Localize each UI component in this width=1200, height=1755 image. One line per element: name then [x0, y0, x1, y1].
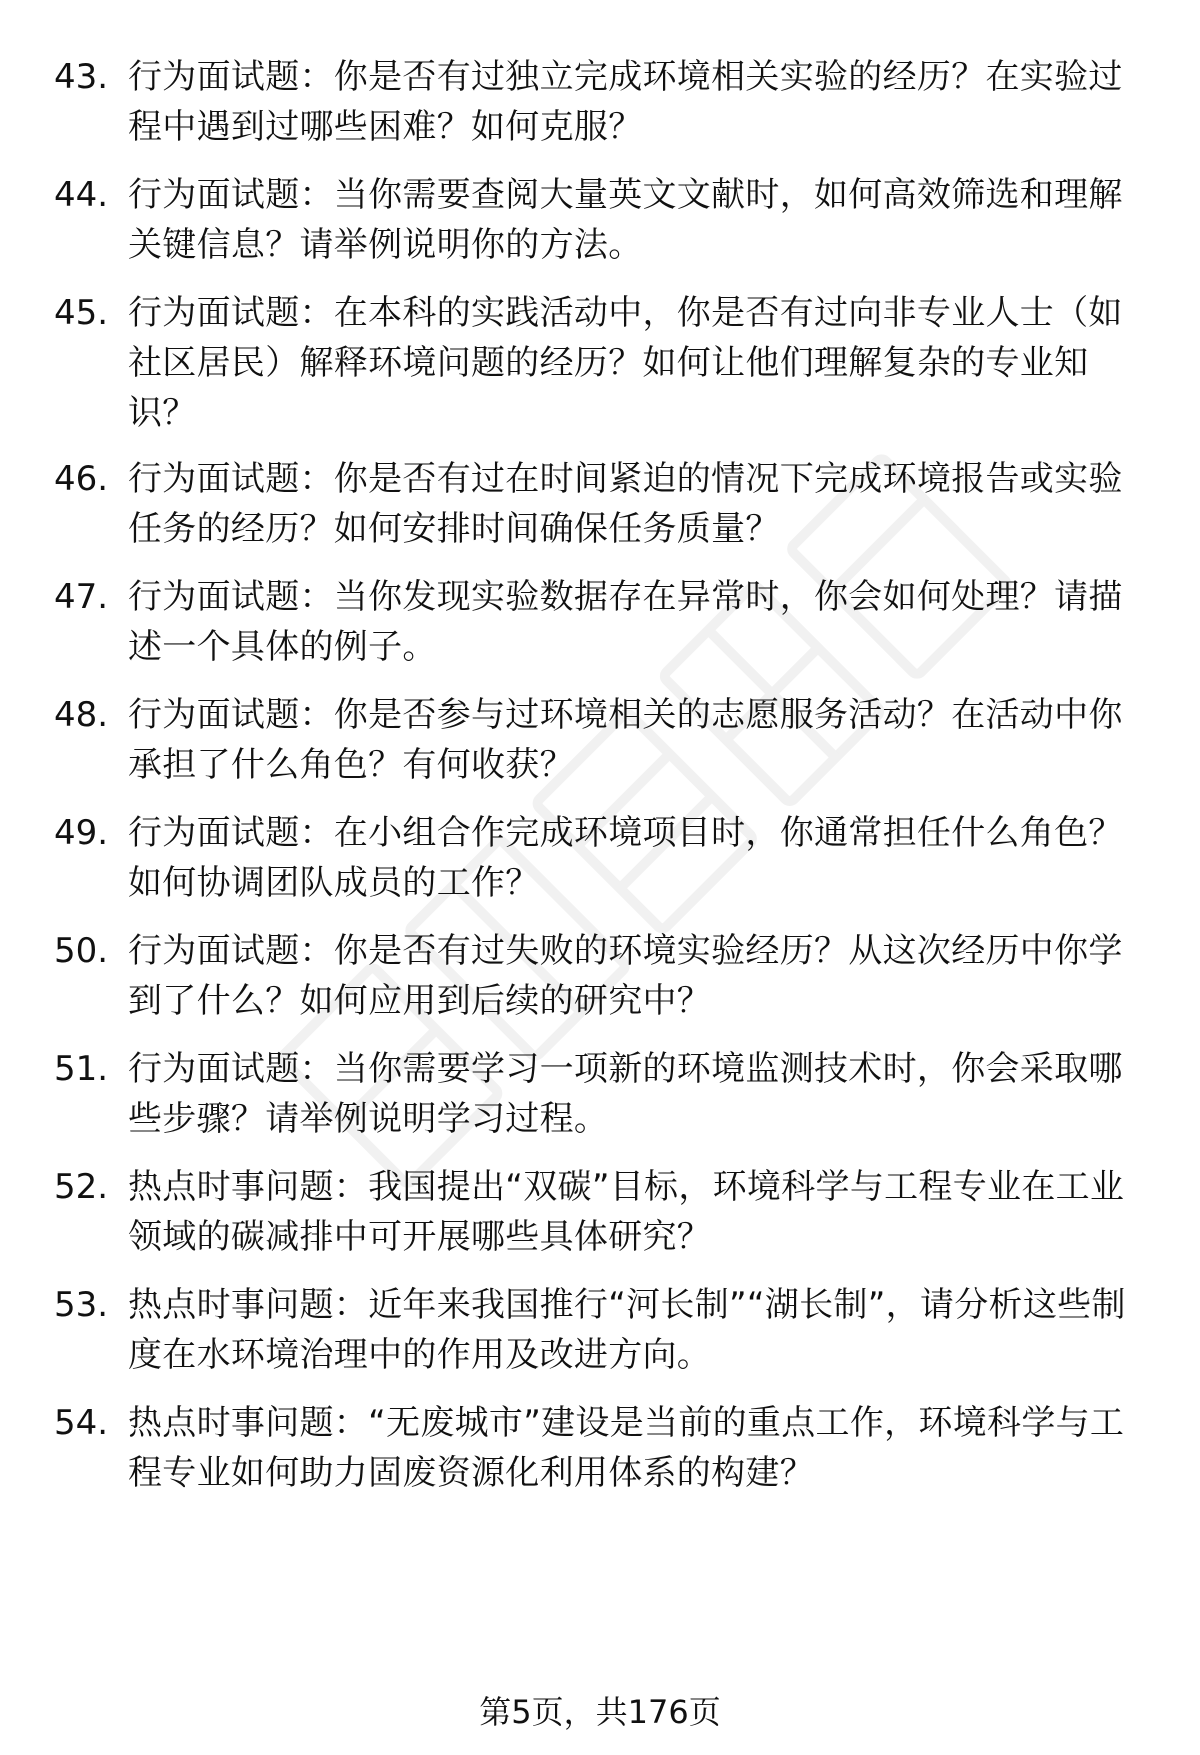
item-text: 行为面试题：你是否有过失败的环境实验经历？从这次经历中你学到了什么？如何应用到后续的研究中？: [128, 931, 1123, 1021]
item-text: 行为面试题：你是否有过在时间紧迫的情况下完成环境报告或实验任务的经历？如何安排时间确保任务质量？: [128, 459, 1123, 549]
item-number: 49.: [54, 813, 109, 853]
item-number: 53.: [54, 1285, 109, 1325]
item-number: 51.: [54, 1049, 109, 1089]
item-text: 行为面试题：当你需要学习一项新的环境监测技术时，你会采取哪些步骤？请举例说明学习过程。: [128, 1049, 1123, 1139]
item-number: 48.: [54, 695, 109, 735]
item-text: 行为面试题：当你发现实验数据存在异常时，你会如何处理？请描述一个具体的例子。: [128, 577, 1123, 667]
item-text: 热点时事问题：近年来我国推行“河长制”“湖长制”，请分析这些制度在水环境治理中的作用及改进方向。: [128, 1285, 1126, 1375]
item-text: 热点时事问题：“无废城市”建设是当前的重点工作，环境科学与工程专业如何助力固废资源化利用体系的构建？: [128, 1403, 1125, 1493]
item-number: 43.: [54, 57, 109, 97]
item-text: 行为面试题：在本科的实践活动中，你是否有过向非专业人士（如社区居民）解释环境问题的经历？如何让他们理解复杂的专业知识？: [128, 293, 1123, 433]
item-text: 行为面试题：你是否参与过环境相关的志愿服务活动？在活动中你承担了什么角色？有何收获？: [128, 695, 1123, 785]
item-number: 45.: [54, 293, 109, 333]
item-text: 行为面试题：在小组合作完成环境项目时，你通常担任什么角色？如何协调团队成员的工作？: [128, 813, 1123, 903]
item-number: 50.: [54, 931, 109, 971]
item-text: 行为面试题：当你需要查阅大量英文文献时，如何高效筛选和理解关键信息？请举例说明你的方法。: [128, 175, 1123, 265]
item-text: 热点时事问题：我国提出“双碳”目标，环境科学与工程专业在工业领域的碳减排中可开展哪些具体研究？: [128, 1167, 1125, 1257]
item-number: 52.: [54, 1167, 109, 1207]
item-number: 46.: [54, 459, 109, 499]
item-number: 54.: [54, 1403, 109, 1443]
item-number: 47.: [54, 577, 109, 617]
page-footer: 第5页，共176页: [479, 1693, 721, 1731]
item-number: 44.: [54, 175, 109, 215]
item-text: 行为面试题：你是否有过独立完成环境相关实验的经历？在实验过程中遇到过哪些困难？如何克服？: [128, 57, 1123, 147]
